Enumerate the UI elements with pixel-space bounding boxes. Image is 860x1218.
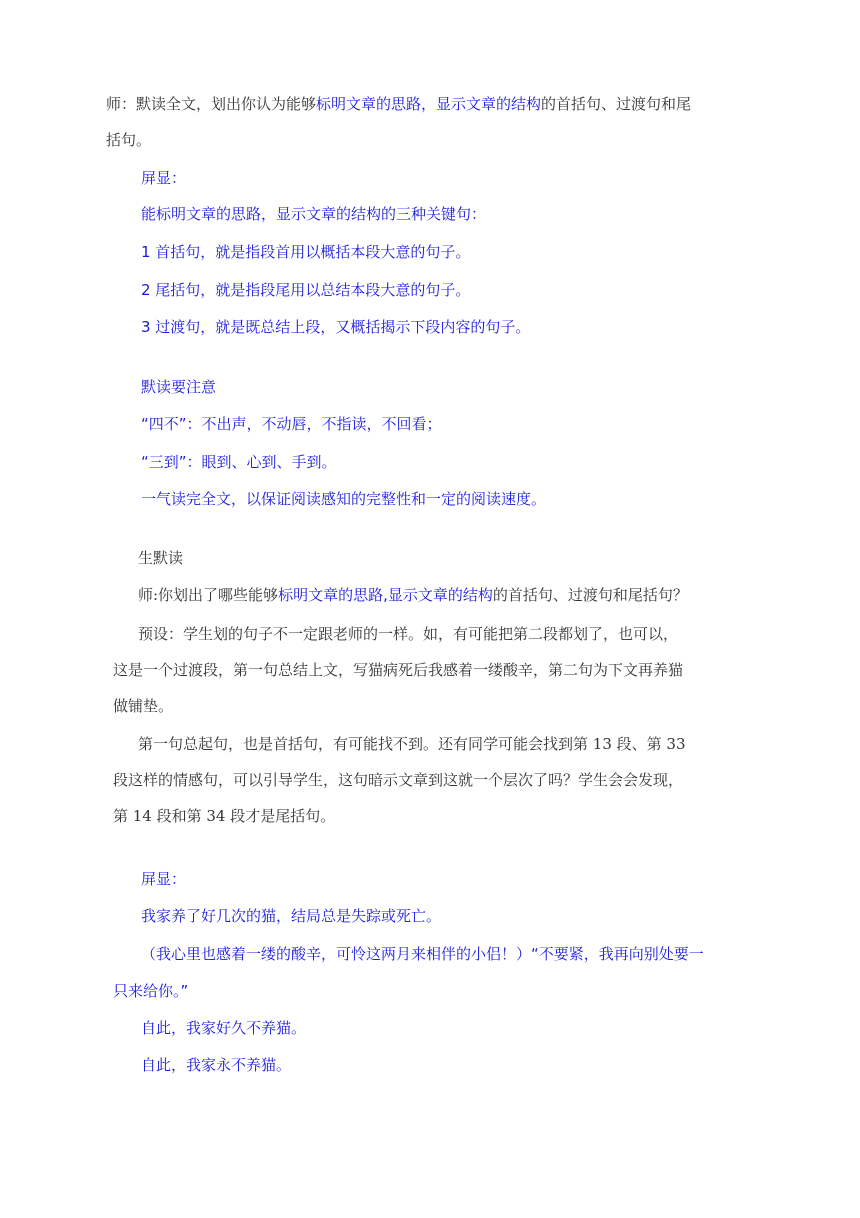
key-sentence-item-3: 3 过渡句，就是既总结上段，又概括揭示下段内容的句子。 bbox=[141, 318, 531, 336]
quote-line-1: 我家养了好几次的猫，结局总是失踪或死亡。 bbox=[141, 907, 442, 925]
preset-line-3: 做铺垫。 bbox=[113, 697, 174, 715]
teacher-instruction-line1 bbox=[106, 92, 691, 116]
notes-four-no: “四不”：不出声，不动唇，不指读，不回看； bbox=[141, 415, 442, 433]
teacher-instruction-prefix: 师：默读全文，划出你认为能够 bbox=[106, 95, 317, 113]
teacher-instruction-suffix: 的首括句、过渡句和尾 bbox=[541, 95, 692, 113]
screen-heading-1: 屏显： bbox=[141, 169, 187, 187]
teacher-question-highlight-1: 标明文章的思路 bbox=[278, 586, 384, 604]
preset-line-2: 这是一个过渡段，第一句总结上文，写猫病死后我感着一缕酸辛，第二句为下文再养猫 bbox=[113, 661, 684, 679]
screen-heading-2: 屏显： bbox=[141, 870, 187, 888]
notes-one-breath: 一气读完全文，以保证阅读感知的完整性和一定的阅读速度。 bbox=[141, 490, 547, 508]
first-sentence-line-3: 第 14 段和第 34 段才是尾括句。 bbox=[113, 807, 336, 825]
teacher-question-prefix: 师:你划出了哪些能够 bbox=[138, 586, 279, 604]
key-sentence-item-1: 1 首括句，就是指段首用以概括本段大意的句子。 bbox=[141, 243, 471, 261]
first-sentence-line-2: 段这样的情感句，可以引导学生，这句暗示文章到这就一个层次了吗？学生会会发现， bbox=[113, 771, 684, 789]
quote-line-3: 自此，我家好久不养猫。 bbox=[141, 1019, 307, 1037]
student-reading: 生默读 bbox=[138, 549, 184, 567]
teacher-question-highlight-2: ,显示文章的结构 bbox=[383, 586, 493, 604]
teacher-instruction-line2: 括句。 bbox=[106, 131, 152, 149]
notes-heading: 默读要注意 bbox=[141, 378, 217, 396]
notes-three-to: “三到”：眼到、心到、手到。 bbox=[141, 453, 337, 471]
teacher-question-suffix: 的首括句、过渡句和尾括句？ bbox=[492, 586, 688, 604]
quote-line-2a: （我心里也感着一缕的酸辛，可怜这两月来相伴的小侣！）“不要紧，我再向别处要一 bbox=[141, 945, 704, 963]
preset-line-1: 预设：学生划的句子不一定跟老师的一样。如，有可能把第二段都划了，也可以， bbox=[138, 625, 679, 643]
quote-line-4: 自此，我家永不养猫。 bbox=[141, 1056, 292, 1074]
quote-line-2b: 只来给你。” bbox=[113, 982, 189, 1000]
teacher-instruction-highlight: 标明文章的思路，显示文章的结构 bbox=[316, 95, 542, 113]
key-sentence-item-2: 2 尾括句，就是指段尾用以总结本段大意的句子。 bbox=[141, 281, 471, 299]
teacher-question bbox=[138, 583, 688, 607]
screen-intro: 能标明文章的思路，显示文章的结构的三种关键句： bbox=[141, 205, 487, 223]
first-sentence-line-1: 第一句总起句，也是首括句，有可能找不到。还有同学可能会找到第 13 段、第 33 bbox=[138, 735, 686, 753]
